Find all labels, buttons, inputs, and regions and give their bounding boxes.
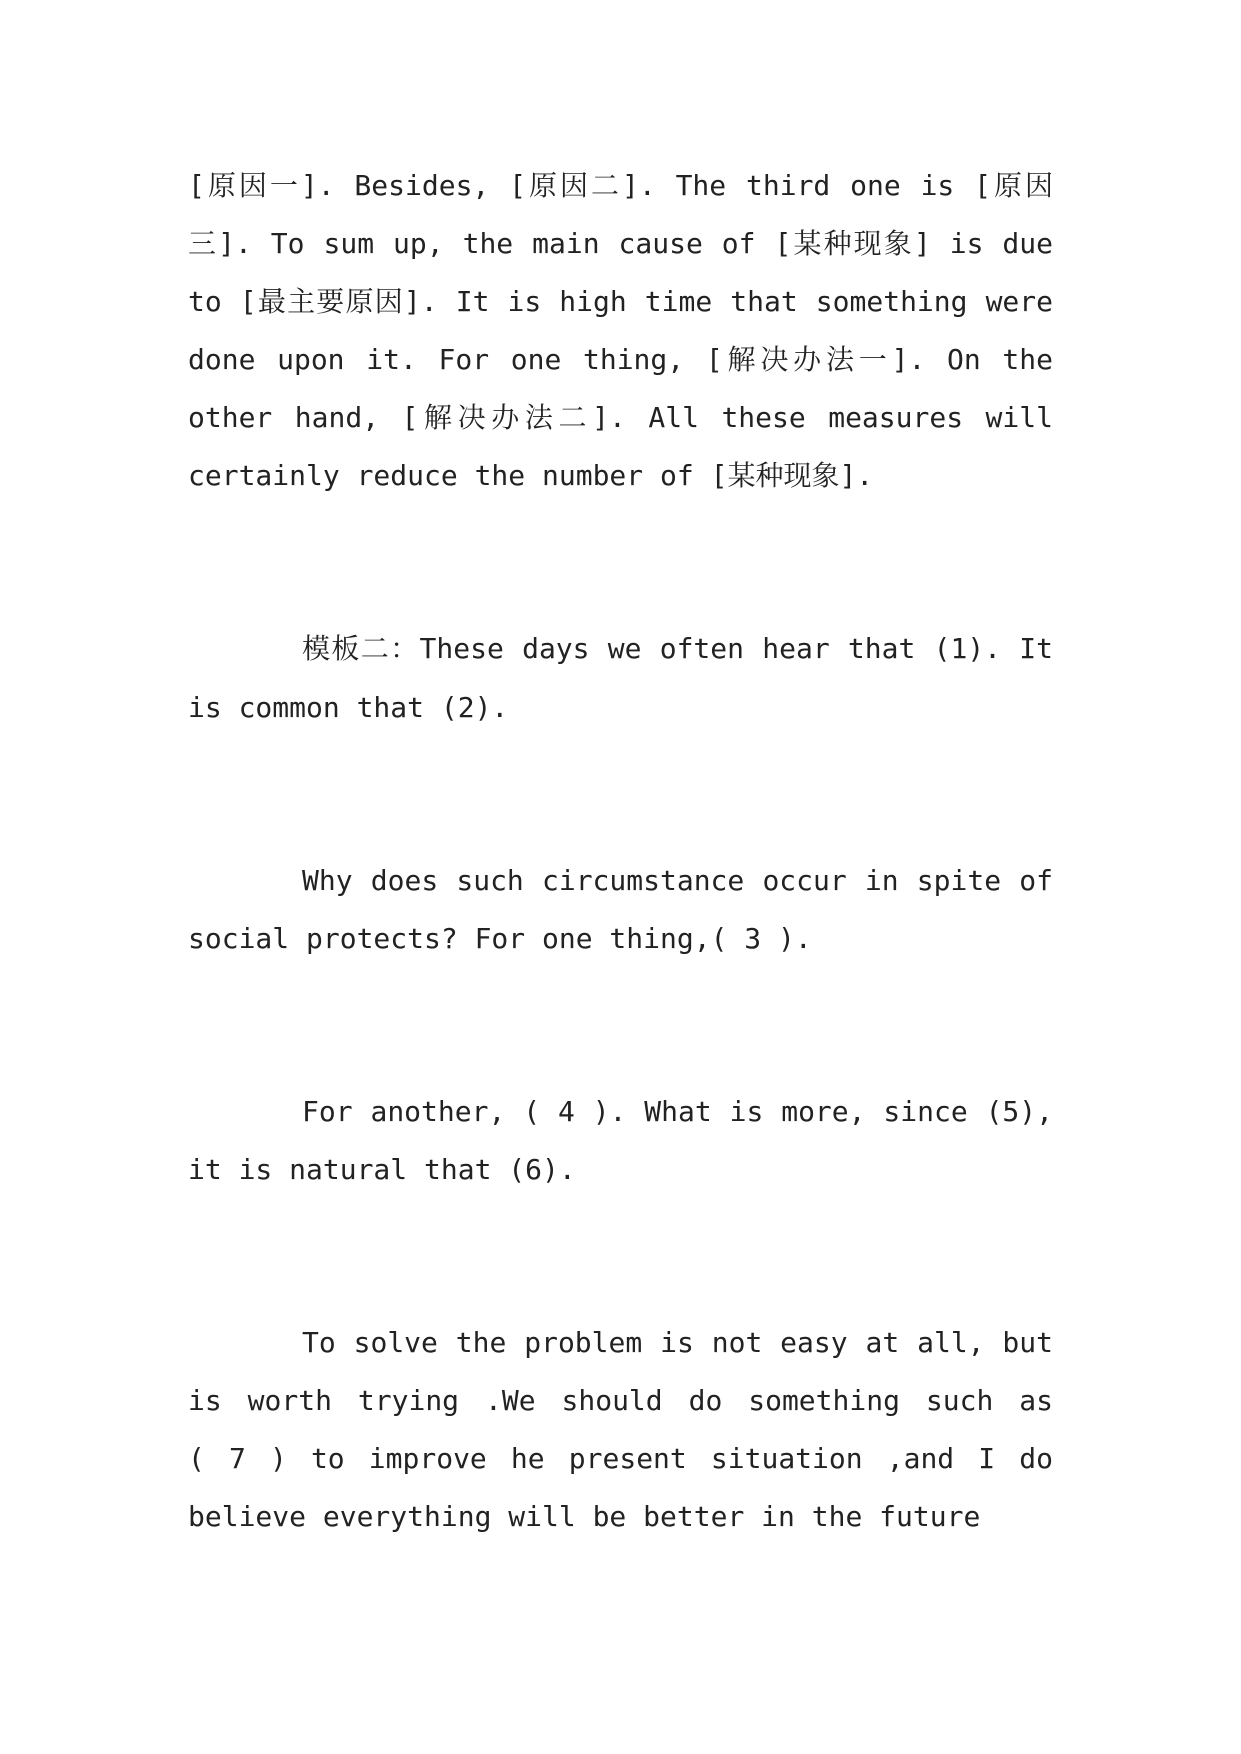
- paragraph-line: To solve the problem is not easy at all, but: [302, 1326, 1053, 1359]
- paragraph-line: Why does such circumstance occur in spite of: [302, 864, 1053, 897]
- paragraph-line: to [最主要原因]. It is high time that something were: [188, 285, 1053, 318]
- paragraph-line: other hand, [解决办法二]. All these measures will: [188, 401, 1053, 434]
- paragraph-line: 模板二：These days we often hear that (1). It: [302, 632, 1053, 665]
- paragraph-line: done upon it. For one thing, [解决办法一]. On the: [188, 343, 1053, 376]
- paragraph-line: [原因一]. Besides, [原因二]. The third one is [原因: [188, 169, 1053, 202]
- paragraph-line: ( 7 ) to improve he present situation ,and I do: [188, 1442, 1053, 1475]
- paragraph-line: For another, ( 4 ). What is more, since (5),: [302, 1095, 1053, 1128]
- paragraph-line: social protects? For one thing,( 3 ).: [188, 922, 812, 955]
- paragraph-line: is common that (2).: [188, 691, 509, 724]
- paragraph-line: certainly reduce the number of [某种现象].: [188, 459, 874, 492]
- paragraph-line: 三]. To sum up, the main cause of [某种现象] is due: [188, 227, 1053, 260]
- paragraph-line: believe everything will be better in the future: [188, 1500, 981, 1533]
- paragraph-line: is worth trying .We should do something such as: [188, 1384, 1053, 1417]
- paragraph-line: it is natural that (6).: [188, 1153, 576, 1186]
